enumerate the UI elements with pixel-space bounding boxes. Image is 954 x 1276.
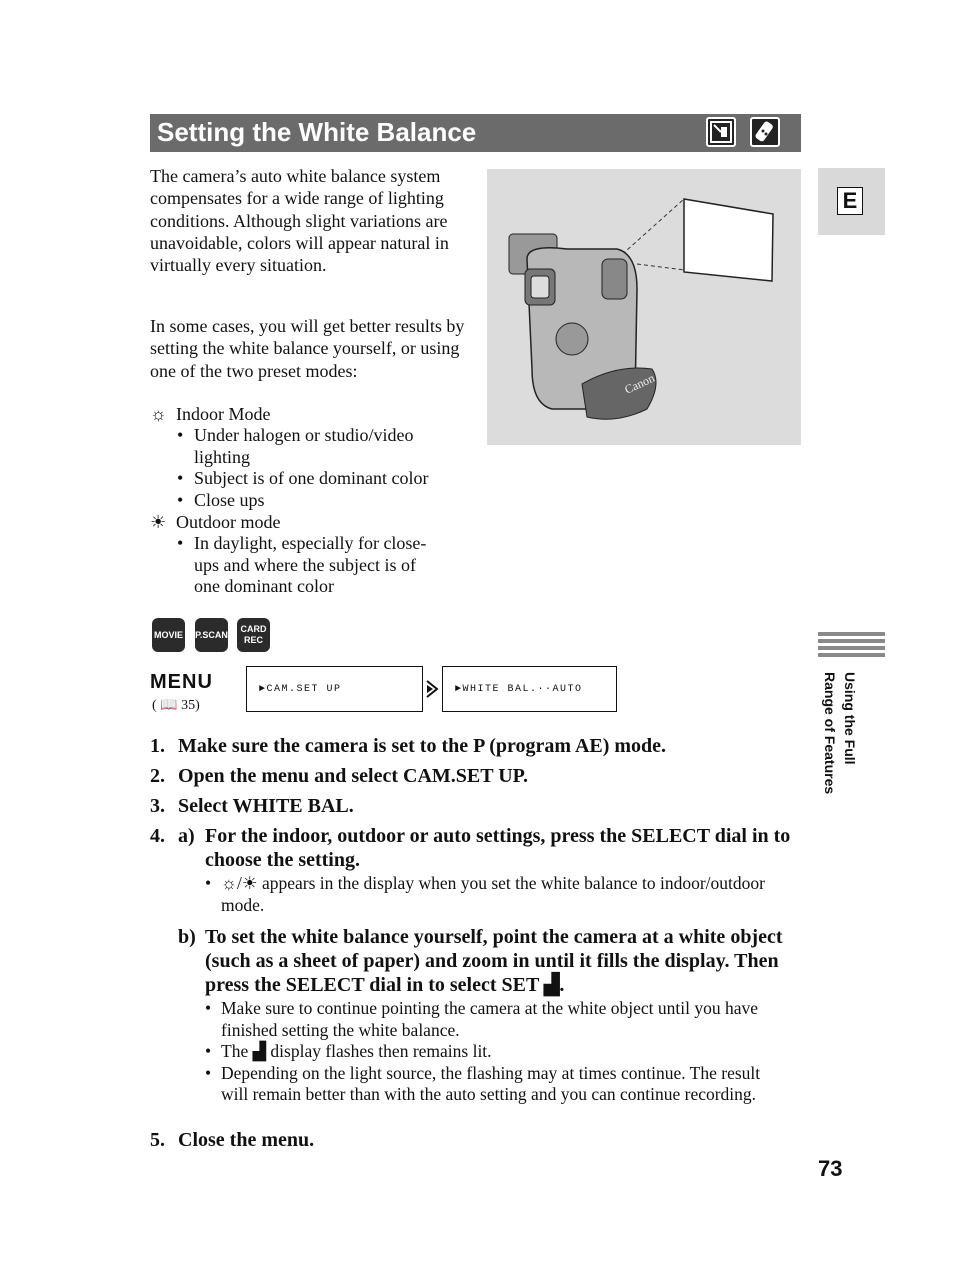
substep-text: To set the white balance yourself, point the camera at a white object (such as a sheet of paper) and zoom in until it fills the display. Then press the SELECT dial in to select SET ▟.: [205, 926, 783, 996]
substep-label: a): [178, 825, 195, 847]
step-number: 3.: [150, 795, 165, 817]
section-label-line1: Using the Full: [842, 672, 858, 765]
step-text: Close the menu.: [178, 1129, 315, 1151]
intro-paragraph: The camera’s auto white balance system compensates for a wide range of lighting conditions. Although slight variations are unavoidable, colors will appear natural in virtually every situation.: [150, 166, 449, 276]
indoor-icon: ☼: [150, 404, 167, 424]
menu-box-whitebal: ►WHITE BAL.··AUTO: [442, 666, 617, 712]
mode-label: Indoor Mode: [176, 404, 271, 424]
list-item: • Under halogen or studio/video lighting: [177, 425, 470, 468]
list-item: • Make sure to continue pointing the camera at the white object until you have finished setting the white balance.: [205, 998, 790, 1041]
intro-paragraph: In some cases, you will get better results by setting the white balance yourself, or using one of the two preset modes:: [150, 316, 465, 381]
title-bar: [150, 114, 801, 152]
pscan-mode-icon: P.SCAN: [195, 618, 228, 652]
card-rec-mode-icon: CARD REC: [237, 618, 270, 652]
section-label: [820, 672, 860, 794]
mode-outdoor: [150, 511, 470, 533]
card-camera-icon: [706, 117, 736, 147]
page-number: 73: [818, 1156, 843, 1181]
divider-stripe: [818, 632, 885, 636]
step-text: Open the menu and select CAM.SET UP.: [178, 765, 529, 787]
page-title: Setting the White Balance: [157, 117, 477, 147]
remote-control-icon: [750, 117, 780, 147]
section-label-line2: Range of Features: [822, 672, 838, 795]
divider-stripe: [818, 653, 885, 657]
movie-mode-icon: MOVIE: [152, 618, 185, 652]
arrow-right-icon: [425, 680, 439, 703]
step-number: 1.: [150, 735, 165, 757]
step-number: 4.: [150, 825, 165, 847]
substep-label: b): [178, 926, 196, 948]
mode-label: Outdoor mode: [176, 512, 281, 532]
step-number: 5.: [150, 1129, 165, 1151]
svg-text:Canon: Canon: [622, 370, 657, 397]
step-3: [150, 794, 800, 818]
list-item: • ☼/☀ appears in the display when you set the white balance to indoor/outdoor mode.: [205, 873, 785, 916]
step-text: Make sure the camera is set to the P (program AE) mode.: [178, 735, 667, 757]
step-4: [150, 824, 800, 1106]
divider-stripe: [818, 646, 885, 650]
step-5: [150, 1128, 800, 1152]
step-2: [150, 764, 800, 788]
list-item: • Close ups: [177, 490, 470, 512]
step-text: Select WHITE BAL.: [178, 795, 354, 817]
camera-illustration: [487, 169, 801, 445]
mode-indoor: [150, 403, 470, 425]
divider-stripe: [818, 639, 885, 643]
menu-label: MENU: [150, 671, 213, 693]
step-1: [150, 734, 800, 758]
menu-page-ref: ( 📖 35): [152, 698, 200, 713]
list-item: • The ▟ display flashes then remains lit.: [205, 1041, 790, 1063]
list-item: • Subject is of one dominant color: [177, 468, 470, 490]
step-number: 2.: [150, 765, 165, 787]
modes-list: [150, 403, 470, 598]
list-item: • Depending on the light source, the flashing may at times continue. The result will remain better than with the auto setting and you can continue recording.: [205, 1063, 790, 1106]
language-letter: E: [837, 187, 863, 215]
language-tab: [818, 168, 885, 235]
outdoor-icon: ☀: [150, 512, 167, 532]
substep-text: For the indoor, outdoor or auto settings, press the SELECT dial in to choose the setting.: [205, 825, 791, 871]
list-item: • In daylight, especially for close-ups and where the subject is of one dominant color: [177, 533, 442, 598]
menu-box-camset: ►CAM.SET UP: [246, 666, 423, 712]
